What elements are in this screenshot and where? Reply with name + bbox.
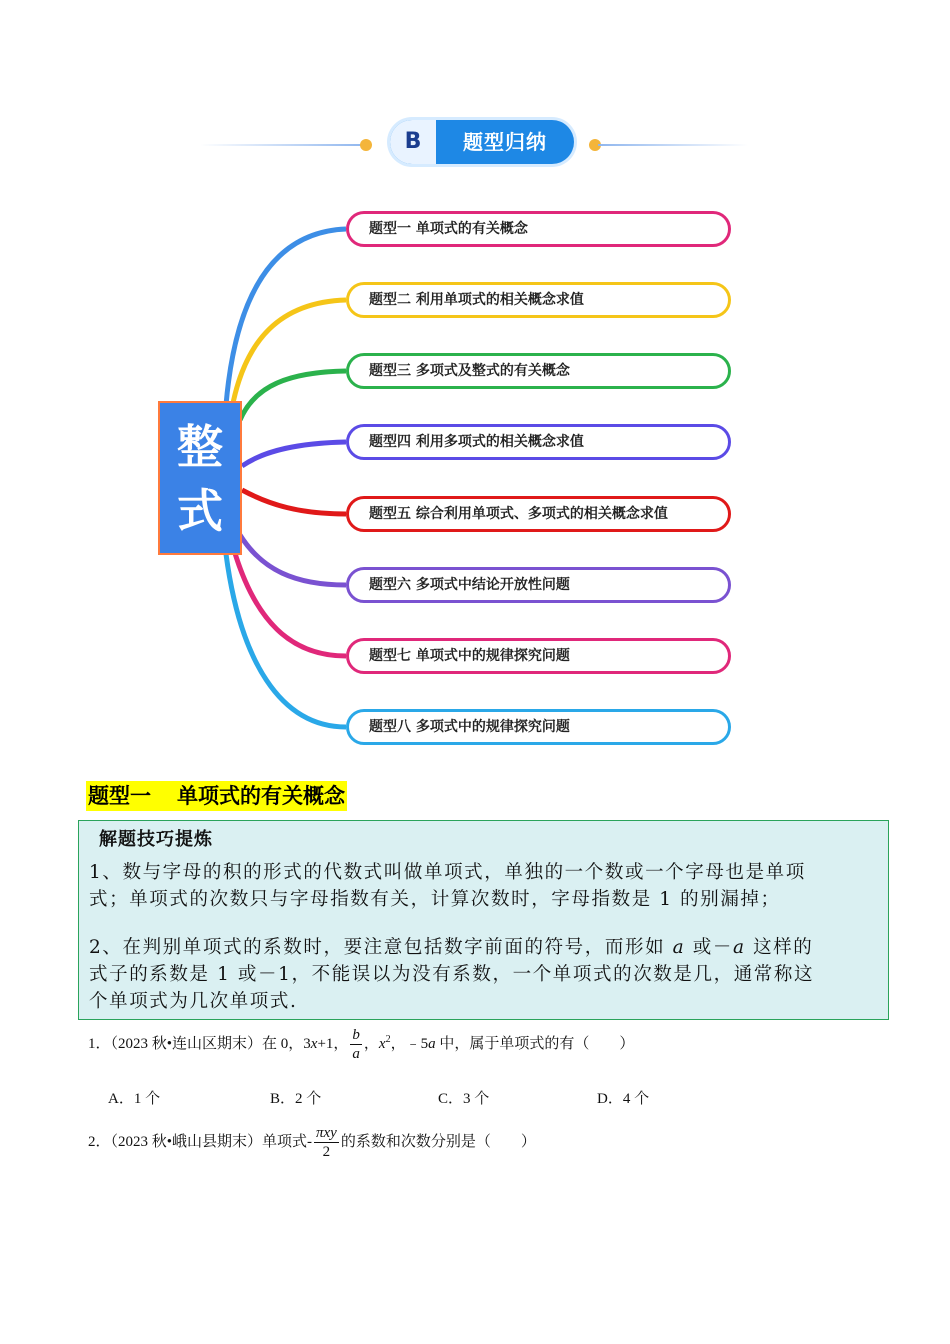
tips-p2-text-b: 或－ (685, 937, 733, 958)
badge-letter: B (390, 120, 436, 164)
q2-frac-den: 2 (322, 1144, 331, 1160)
connector-3 (240, 371, 346, 420)
question-2 (88, 1124, 536, 1161)
center-char-2: 式 (177, 484, 223, 538)
q1-after-x: +1， (317, 1035, 349, 1052)
branch-pill-5 (346, 496, 731, 532)
tips-p1-line2: 式；单项式的次数只与字母指数有关，计算次数时，字母指数是 1 的别漏掉； (89, 889, 781, 910)
branch-pill-7 (346, 638, 731, 674)
q2-suffix: 的系数和次数分别是（ ） (340, 1133, 536, 1150)
option-d[interactable]: D．4 个 (597, 1091, 650, 1107)
tips-p2-line3: 个单项式为几次单项式. (89, 991, 298, 1012)
branch-pill-2 (346, 282, 731, 318)
branch-pill-1 (346, 211, 731, 247)
branch-pill-8 (346, 709, 731, 745)
center-char-1: 整 (177, 420, 223, 474)
connector-5 (242, 490, 346, 514)
section-title-part2: 单项式的有关概念 (177, 784, 345, 808)
q1-frac-den: a (352, 1046, 360, 1062)
branch-label-2: 题型二 利用单项式的相关概念求值 (369, 292, 584, 308)
tips-p2-text-c: 这样的 (745, 937, 814, 958)
tips-p2-text-a: 2、在判别单项式的系数时，要注意包括数字前面的符号，而形如 (89, 937, 673, 958)
tips-p2-var-a2: a (732, 937, 746, 958)
q1-suffix: 中，属于单项式的有（ ） (435, 1035, 635, 1052)
q1-prefix: 1．（2023 秋•连山区期末）在 0，3 (88, 1035, 311, 1052)
connector-2 (232, 300, 346, 408)
section-title-part1: 题型一 (88, 784, 151, 808)
branch-label-1: 题型一 单项式的有关概念 (369, 221, 528, 237)
tips-title: 解题技巧提炼 (99, 829, 213, 850)
connector-4 (242, 442, 346, 466)
question-1 (88, 1026, 634, 1063)
q1-var-a: a (428, 1035, 436, 1052)
branch-label-4: 题型四 利用多项式的相关概念求值 (369, 434, 584, 450)
connector-6 (240, 535, 346, 585)
q2-frac-num: πxy (316, 1125, 337, 1141)
q2-prefix: 2．（2023 秋•峨山县期末）单项式- (88, 1133, 312, 1150)
option-b[interactable]: B．2 个 (270, 1091, 322, 1107)
branch-label-6: 题型六 多项式中结论开放性问题 (369, 577, 570, 593)
q2-fraction (314, 1124, 339, 1161)
branch-pill-3 (346, 353, 731, 389)
option-a[interactable]: A．1 个 (108, 1091, 161, 1107)
q1-frac-num: b (352, 1027, 360, 1043)
q1-fraction (350, 1026, 362, 1063)
q1-var-x: x (310, 1035, 318, 1052)
q1-comma1: ， (363, 1035, 379, 1052)
section-title (86, 781, 347, 811)
option-c[interactable]: C．3 个 (438, 1091, 490, 1107)
q1-var-x2: x (378, 1035, 386, 1052)
branch-label-5: 题型五 综合利用单项式、多项式的相关概念求值 (369, 506, 668, 522)
branch-label-3: 题型三 多项式及整式的有关概念 (369, 363, 570, 379)
badge-title: 题型归纳 (463, 130, 547, 154)
branch-pill-4 (346, 424, 731, 460)
branch-label-7: 题型七 单项式中的规律探究问题 (369, 648, 570, 664)
mindmap-center (158, 401, 242, 555)
branch-pill-6 (346, 567, 731, 603)
tips-p1-line1: 1、数与字母的积的形式的代数式叫做单项式，单独的一个数或一个字母也是单项 (89, 862, 806, 883)
q1-exponent: 2 (385, 1033, 391, 1045)
tips-p2-line1 (89, 934, 878, 961)
connector-7 (234, 550, 346, 656)
q1-comma2: ，﹣5 (390, 1035, 429, 1052)
branch-label-8: 题型八 多项式中的规律探究问题 (369, 719, 570, 735)
tips-box (78, 820, 889, 1020)
tips-p2-line2: 式子的系数是 1 或－1，不能误以为没有系数，一个单项式的次数是几，通常称这 (89, 964, 815, 985)
tips-p2-var-a1: a (672, 937, 686, 958)
